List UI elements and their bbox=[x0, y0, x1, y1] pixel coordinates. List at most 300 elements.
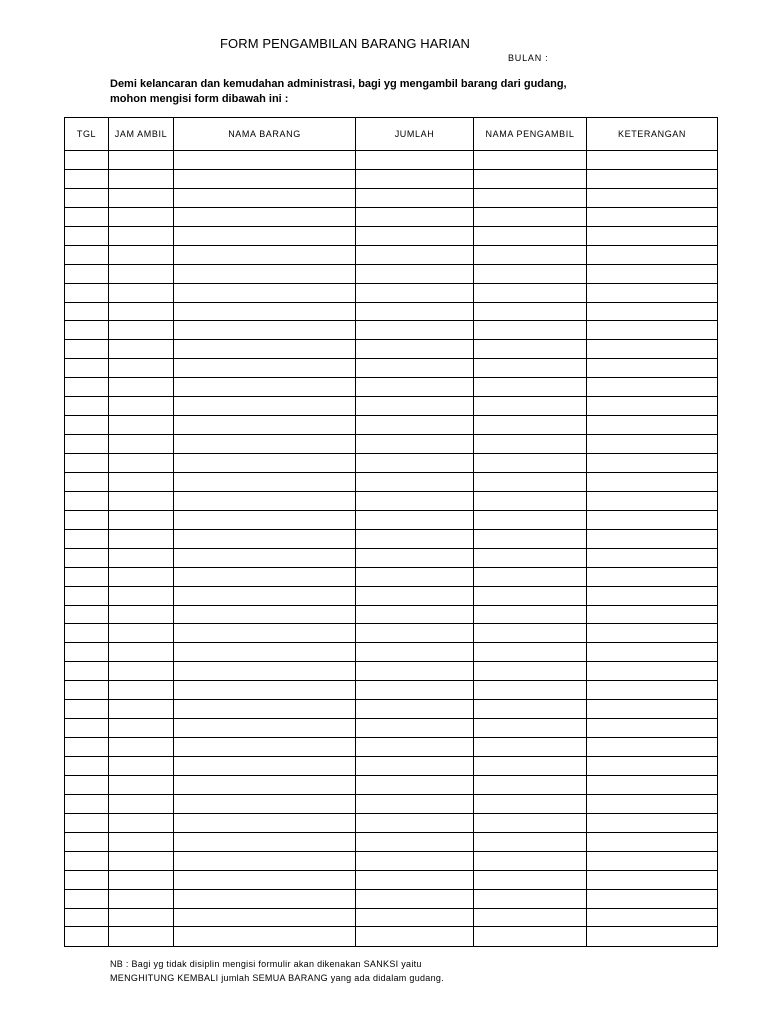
table-row bbox=[65, 605, 718, 624]
table-cell bbox=[109, 472, 174, 491]
table-cell bbox=[109, 510, 174, 529]
table-row bbox=[65, 586, 718, 605]
table-cell bbox=[109, 662, 174, 681]
table-cell bbox=[587, 226, 718, 245]
table-cell bbox=[174, 548, 356, 567]
table-cell bbox=[474, 510, 587, 529]
table-cell bbox=[174, 359, 356, 378]
table-cell bbox=[174, 207, 356, 226]
table-cell bbox=[174, 340, 356, 359]
table-cell bbox=[587, 340, 718, 359]
table-cell bbox=[109, 491, 174, 510]
table-cell bbox=[474, 700, 587, 719]
table-row bbox=[65, 794, 718, 813]
table-row bbox=[65, 491, 718, 510]
table-cell bbox=[65, 510, 109, 529]
table-cell bbox=[587, 416, 718, 435]
table-cell bbox=[356, 264, 474, 283]
table-row bbox=[65, 567, 718, 586]
table-cell bbox=[65, 586, 109, 605]
table-row bbox=[65, 435, 718, 454]
footer-line-2: MENGHITUNG KEMBALI jumlah SEMUA BARANG yang ada didalam gudang. bbox=[110, 973, 445, 983]
table-cell bbox=[587, 719, 718, 738]
table-cell bbox=[474, 548, 587, 567]
table-cell bbox=[587, 491, 718, 510]
table-cell bbox=[474, 416, 587, 435]
table-cell bbox=[174, 416, 356, 435]
table-cell bbox=[587, 529, 718, 548]
table-cell bbox=[65, 491, 109, 510]
table-cell bbox=[474, 397, 587, 416]
table-cell bbox=[174, 775, 356, 794]
table-cell bbox=[65, 321, 109, 340]
table-cell bbox=[109, 454, 174, 473]
table-cell bbox=[65, 757, 109, 776]
table-cell bbox=[65, 359, 109, 378]
table-cell bbox=[65, 226, 109, 245]
table-cell bbox=[587, 927, 718, 947]
table-cell bbox=[109, 775, 174, 794]
table-cell bbox=[65, 169, 109, 188]
table-cell bbox=[474, 472, 587, 491]
table-cell bbox=[109, 908, 174, 927]
table-cell bbox=[587, 775, 718, 794]
table-cell bbox=[109, 283, 174, 302]
table-cell bbox=[109, 321, 174, 340]
table-cell bbox=[174, 188, 356, 207]
table-cell bbox=[587, 832, 718, 851]
table-cell bbox=[356, 889, 474, 908]
footer-note bbox=[110, 957, 444, 985]
table-cell bbox=[174, 169, 356, 188]
table-cell bbox=[109, 378, 174, 397]
table-row bbox=[65, 151, 718, 170]
table-cell bbox=[65, 264, 109, 283]
table-cell bbox=[65, 889, 109, 908]
intro-text bbox=[110, 77, 567, 107]
table-cell bbox=[109, 586, 174, 605]
table-cell bbox=[587, 757, 718, 776]
table-cell bbox=[65, 662, 109, 681]
table-cell bbox=[109, 643, 174, 662]
table-row bbox=[65, 207, 718, 226]
table-cell bbox=[587, 700, 718, 719]
table-cell bbox=[587, 662, 718, 681]
table-cell bbox=[174, 491, 356, 510]
table-cell bbox=[174, 624, 356, 643]
table-cell bbox=[65, 416, 109, 435]
table-cell bbox=[109, 794, 174, 813]
table-row bbox=[65, 643, 718, 662]
table-cell bbox=[174, 245, 356, 264]
table-cell bbox=[174, 510, 356, 529]
table-cell bbox=[474, 813, 587, 832]
table-cell bbox=[109, 832, 174, 851]
column-header-nama-barang: NAMA BARANG bbox=[174, 118, 356, 151]
table-cell bbox=[587, 643, 718, 662]
table-row bbox=[65, 908, 718, 927]
table-cell bbox=[474, 643, 587, 662]
table-cell bbox=[356, 586, 474, 605]
table-cell bbox=[474, 188, 587, 207]
table-cell bbox=[174, 397, 356, 416]
table-cell bbox=[474, 889, 587, 908]
table-cell bbox=[174, 264, 356, 283]
table-cell bbox=[65, 700, 109, 719]
table-cell bbox=[109, 435, 174, 454]
table-cell bbox=[174, 586, 356, 605]
table-row bbox=[65, 416, 718, 435]
table-cell bbox=[587, 738, 718, 757]
table-cell bbox=[587, 889, 718, 908]
table-cell bbox=[109, 416, 174, 435]
table-cell bbox=[356, 719, 474, 738]
table-cell bbox=[174, 719, 356, 738]
table-cell bbox=[65, 340, 109, 359]
table-cell bbox=[474, 491, 587, 510]
table-cell bbox=[65, 378, 109, 397]
table-row bbox=[65, 700, 718, 719]
table-row bbox=[65, 775, 718, 794]
table-cell bbox=[587, 510, 718, 529]
table-row bbox=[65, 169, 718, 188]
table-cell bbox=[109, 264, 174, 283]
table-cell bbox=[356, 813, 474, 832]
table-cell bbox=[109, 548, 174, 567]
table-cell bbox=[356, 643, 474, 662]
table-row bbox=[65, 624, 718, 643]
table-cell bbox=[174, 529, 356, 548]
table-cell bbox=[474, 435, 587, 454]
table-row bbox=[65, 321, 718, 340]
table-cell bbox=[474, 681, 587, 700]
table-row bbox=[65, 397, 718, 416]
table-cell bbox=[474, 662, 587, 681]
table-row bbox=[65, 378, 718, 397]
table-row bbox=[65, 245, 718, 264]
table-row bbox=[65, 188, 718, 207]
table-cell bbox=[356, 169, 474, 188]
table-cell bbox=[356, 775, 474, 794]
table-cell bbox=[356, 605, 474, 624]
table-cell bbox=[174, 454, 356, 473]
table-cell bbox=[65, 851, 109, 870]
table-cell bbox=[174, 605, 356, 624]
table-cell bbox=[65, 548, 109, 567]
table-cell bbox=[587, 359, 718, 378]
table-cell bbox=[109, 605, 174, 624]
table-cell bbox=[65, 605, 109, 624]
table-cell bbox=[587, 245, 718, 264]
table-cell bbox=[356, 700, 474, 719]
table-row bbox=[65, 302, 718, 321]
table-cell bbox=[65, 529, 109, 548]
form-title: FORM PENGAMBILAN BARANG HARIAN bbox=[219, 36, 471, 51]
table-cell bbox=[65, 794, 109, 813]
table-row bbox=[65, 529, 718, 548]
table-cell bbox=[356, 397, 474, 416]
table-row bbox=[65, 340, 718, 359]
column-header-tgl: TGL bbox=[65, 118, 109, 151]
table-cell bbox=[356, 681, 474, 700]
table-cell bbox=[587, 681, 718, 700]
table-cell bbox=[65, 245, 109, 264]
table-cell bbox=[109, 813, 174, 832]
table-cell bbox=[109, 529, 174, 548]
table-cell bbox=[109, 397, 174, 416]
table-row bbox=[65, 757, 718, 776]
table-cell bbox=[474, 851, 587, 870]
footer-line-1: NB : Bagi yg tidak disiplin mengisi formulir akan dikenakan SANKSI yaitu bbox=[110, 959, 422, 969]
table-cell bbox=[65, 927, 109, 947]
table-cell bbox=[587, 207, 718, 226]
table-row bbox=[65, 283, 718, 302]
table-cell bbox=[587, 567, 718, 586]
table-row bbox=[65, 510, 718, 529]
table-cell bbox=[474, 908, 587, 927]
table-cell bbox=[356, 851, 474, 870]
table-cell bbox=[356, 472, 474, 491]
table-cell bbox=[65, 454, 109, 473]
table-cell bbox=[109, 681, 174, 700]
table-cell bbox=[587, 472, 718, 491]
table-row bbox=[65, 662, 718, 681]
table-cell bbox=[474, 567, 587, 586]
table-cell bbox=[174, 889, 356, 908]
table-cell bbox=[474, 151, 587, 170]
table-cell bbox=[65, 719, 109, 738]
table-cell bbox=[356, 738, 474, 757]
table-row bbox=[65, 851, 718, 870]
table-cell bbox=[356, 927, 474, 947]
table-cell bbox=[174, 794, 356, 813]
table-row bbox=[65, 738, 718, 757]
table-cell bbox=[587, 378, 718, 397]
table-cell bbox=[587, 624, 718, 643]
intro-line-1: Demi kelancaran dan kemudahan administrasi, bagi yg mengambil barang dari gudang, bbox=[110, 78, 567, 90]
table-cell bbox=[109, 340, 174, 359]
table-cell bbox=[474, 302, 587, 321]
table-cell bbox=[174, 302, 356, 321]
table-row bbox=[65, 719, 718, 738]
table-cell bbox=[65, 472, 109, 491]
table-cell bbox=[474, 927, 587, 947]
table-cell bbox=[174, 662, 356, 681]
table-row bbox=[65, 226, 718, 245]
table-cell bbox=[356, 207, 474, 226]
table-cell bbox=[109, 302, 174, 321]
table-cell bbox=[174, 738, 356, 757]
table-row bbox=[65, 927, 718, 947]
table-cell bbox=[356, 454, 474, 473]
table-cell bbox=[109, 245, 174, 264]
table-cell bbox=[65, 207, 109, 226]
table-cell bbox=[109, 870, 174, 889]
table-cell bbox=[174, 321, 356, 340]
table-cell bbox=[174, 151, 356, 170]
table-cell bbox=[474, 245, 587, 264]
table-cell bbox=[356, 757, 474, 776]
table-cell bbox=[587, 851, 718, 870]
table-cell bbox=[174, 851, 356, 870]
table-cell bbox=[474, 605, 587, 624]
table-cell bbox=[474, 624, 587, 643]
table-cell bbox=[109, 738, 174, 757]
table-cell bbox=[474, 529, 587, 548]
table-cell bbox=[356, 832, 474, 851]
table-cell bbox=[356, 283, 474, 302]
table-cell bbox=[174, 700, 356, 719]
table-cell bbox=[587, 870, 718, 889]
pickup-log-table bbox=[64, 117, 718, 947]
table-cell bbox=[356, 416, 474, 435]
table-cell bbox=[474, 738, 587, 757]
table-cell bbox=[174, 226, 356, 245]
table-row bbox=[65, 889, 718, 908]
table-cell bbox=[65, 775, 109, 794]
table-row bbox=[65, 472, 718, 491]
table-cell bbox=[65, 397, 109, 416]
table-cell bbox=[65, 832, 109, 851]
table-cell bbox=[174, 378, 356, 397]
table-cell bbox=[587, 548, 718, 567]
table-cell bbox=[356, 491, 474, 510]
table-cell bbox=[65, 681, 109, 700]
table-cell bbox=[174, 813, 356, 832]
table-cell bbox=[356, 188, 474, 207]
table-cell bbox=[356, 794, 474, 813]
table-cell bbox=[474, 264, 587, 283]
table-cell bbox=[587, 794, 718, 813]
table-cell bbox=[65, 435, 109, 454]
table-cell bbox=[109, 567, 174, 586]
table-cell bbox=[65, 624, 109, 643]
table-cell bbox=[109, 624, 174, 643]
table-cell bbox=[174, 870, 356, 889]
table-cell bbox=[356, 662, 474, 681]
column-header-jumlah: JUMLAH bbox=[356, 118, 474, 151]
table-cell bbox=[587, 397, 718, 416]
table-cell bbox=[474, 586, 587, 605]
table-body bbox=[65, 151, 718, 947]
table-row bbox=[65, 832, 718, 851]
table-cell bbox=[174, 681, 356, 700]
column-header-keterangan: KETERANGAN bbox=[587, 118, 718, 151]
table-row bbox=[65, 870, 718, 889]
table-cell bbox=[474, 775, 587, 794]
table-cell bbox=[109, 851, 174, 870]
table-cell bbox=[356, 624, 474, 643]
column-header-nama-pengambil: NAMA PENGAMBIL bbox=[474, 118, 587, 151]
table-cell bbox=[109, 927, 174, 947]
table-cell bbox=[587, 586, 718, 605]
table-cell bbox=[356, 359, 474, 378]
table-cell bbox=[587, 283, 718, 302]
table-cell bbox=[109, 151, 174, 170]
table-cell bbox=[587, 264, 718, 283]
table-cell bbox=[356, 870, 474, 889]
table-cell bbox=[356, 321, 474, 340]
table-cell bbox=[65, 302, 109, 321]
table-cell bbox=[474, 794, 587, 813]
table-cell bbox=[474, 226, 587, 245]
table-cell bbox=[174, 908, 356, 927]
table-cell bbox=[65, 283, 109, 302]
table-cell bbox=[474, 719, 587, 738]
table-cell bbox=[109, 188, 174, 207]
table-cell bbox=[65, 870, 109, 889]
table-cell bbox=[587, 302, 718, 321]
table-cell bbox=[474, 832, 587, 851]
table-cell bbox=[174, 643, 356, 662]
table-cell bbox=[174, 283, 356, 302]
table-cell bbox=[356, 245, 474, 264]
table-cell bbox=[174, 472, 356, 491]
table-cell bbox=[356, 151, 474, 170]
table-row bbox=[65, 359, 718, 378]
table-cell bbox=[356, 435, 474, 454]
table-cell bbox=[109, 700, 174, 719]
table-cell bbox=[356, 378, 474, 397]
table-cell bbox=[65, 643, 109, 662]
intro-line-2: mohon mengisi form dibawah ini : bbox=[110, 93, 289, 105]
table-cell bbox=[474, 283, 587, 302]
table-cell bbox=[65, 151, 109, 170]
table-cell bbox=[356, 510, 474, 529]
table-header-row bbox=[65, 118, 718, 151]
table-cell bbox=[587, 151, 718, 170]
table-cell bbox=[109, 169, 174, 188]
table-cell bbox=[109, 719, 174, 738]
table-cell bbox=[474, 870, 587, 889]
table-cell bbox=[356, 548, 474, 567]
table-cell bbox=[474, 454, 587, 473]
table-cell bbox=[174, 757, 356, 776]
table-cell bbox=[65, 567, 109, 586]
table-cell bbox=[109, 889, 174, 908]
table-cell bbox=[587, 454, 718, 473]
table-cell bbox=[174, 832, 356, 851]
table-cell bbox=[174, 927, 356, 947]
month-label: BULAN : bbox=[508, 53, 549, 63]
table-cell bbox=[587, 321, 718, 340]
table-cell bbox=[65, 188, 109, 207]
table-cell bbox=[356, 908, 474, 927]
table-cell bbox=[174, 567, 356, 586]
table-row bbox=[65, 264, 718, 283]
table-cell bbox=[587, 169, 718, 188]
table-cell bbox=[474, 757, 587, 776]
table-cell bbox=[65, 908, 109, 927]
table-cell bbox=[65, 813, 109, 832]
table-cell bbox=[587, 908, 718, 927]
column-header-jam-ambil: JAM AMBIL bbox=[109, 118, 174, 151]
table-cell bbox=[109, 359, 174, 378]
table-row bbox=[65, 548, 718, 567]
table-cell bbox=[356, 302, 474, 321]
table-cell bbox=[474, 207, 587, 226]
table-cell bbox=[109, 226, 174, 245]
table-cell bbox=[65, 738, 109, 757]
table-cell bbox=[356, 340, 474, 359]
table-cell bbox=[474, 169, 587, 188]
table-cell bbox=[109, 757, 174, 776]
table-cell bbox=[356, 529, 474, 548]
table-row bbox=[65, 681, 718, 700]
table-cell bbox=[356, 226, 474, 245]
table-cell bbox=[587, 435, 718, 454]
table-cell bbox=[474, 378, 587, 397]
